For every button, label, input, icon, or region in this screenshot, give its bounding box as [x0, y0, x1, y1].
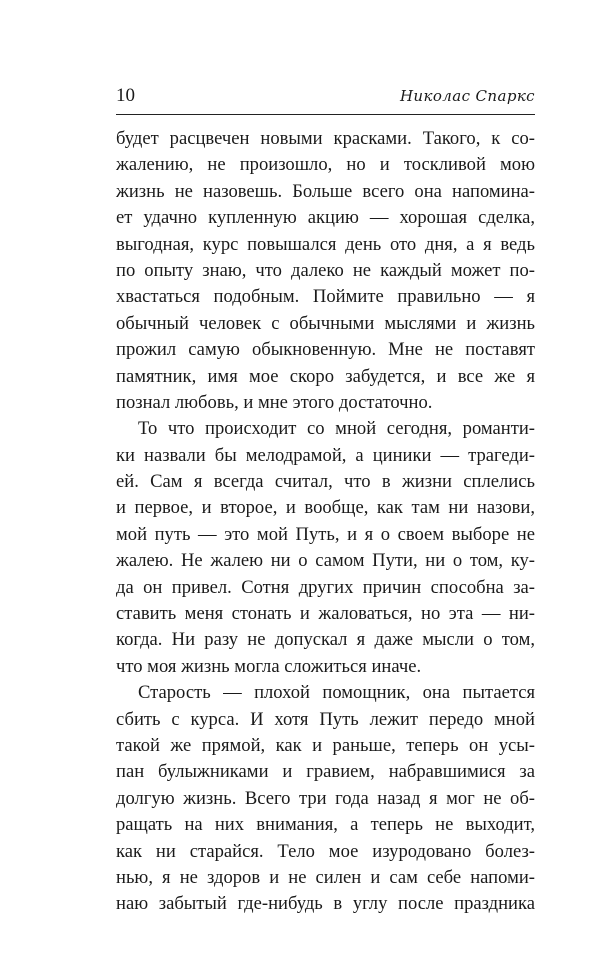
text-line: жалею. Не жалею ни о самом Пути, ни о том, ку- [116, 550, 535, 572]
text-line: наю забытый где-нибудь в углу после праздника [116, 893, 535, 915]
text-line: пан булыжниками и гравием, набравшимися за [116, 761, 535, 783]
text-line: жалению, не произошло, но и тоскливой мою [116, 154, 535, 176]
text-line: когда. Ни разу не допускал я даже мысли о том, [116, 629, 535, 651]
paragraph-first-line: То что происходит со мной сегодня, романти- [138, 418, 535, 440]
text-line: ращать на них внимания, а теперь не выходит, [116, 814, 535, 836]
text-line: будет расцвечен новыми красками. Такого, к со- [116, 128, 535, 149]
text-line: познал любовь, и мне этого достаточно. [116, 391, 433, 413]
text-line: такой же прямой, как и раньше, теперь он усы- [116, 734, 535, 756]
text-line: ет удачно купленную акцию — хорошая сделка, [116, 207, 535, 229]
text-line: выгодная, курс повышался день ото дня, а я ведь [116, 233, 535, 255]
text-line: что моя жизнь могла сложиться иначе. [116, 655, 422, 677]
text-line: ей. Сам я всегда считал, что в жизни сплелись [116, 471, 535, 493]
text-line: прожил самую обыкновенную. Мне не поставят [116, 339, 535, 361]
text-line: как ни старайся. Тело мое изуродовано болез- [116, 840, 535, 862]
text-line: и первое, и второе, и вообще, как там ни назови, [116, 497, 535, 519]
text-line: долгую жизнь. Всего три года назад я мог не об- [116, 787, 535, 809]
text-line: памятник, имя мое скоро забудется, и все же я [116, 365, 535, 387]
text-line: обычный человек с обычными мыслями и жизнь [116, 312, 535, 334]
text-line: ки назвали бы мелодрамой, а циники — трагеди- [116, 444, 535, 466]
text-line: ставить меня стонать и жаловаться, но эта — ни- [116, 603, 535, 625]
body-text [116, 126, 535, 918]
text-line: мой путь — это мой Путь, и я о своем выборе не [116, 523, 535, 545]
text-line: по опыту знаю, что далеко не каждый может по- [116, 259, 535, 281]
running-head-author: Николас Спаркс [399, 87, 535, 105]
page-number: 10 [116, 85, 135, 106]
text-line: хвастаться подобным. Поймите правильно — я [116, 286, 535, 308]
header-divider [116, 114, 535, 115]
page-header [116, 84, 535, 108]
text-line: да он привел. Сотня других причин способна за- [116, 576, 535, 598]
text-line: сбить с курса. И хотя Путь лежит передо мной [116, 708, 535, 730]
text-line: жизнь не назовешь. Больше всего она напомина- [116, 180, 535, 202]
text-line: нью, я не здоров и не силен и сам себе напоми- [116, 866, 535, 888]
paragraph-first-line: Старость — плохой помощник, она пытается [138, 682, 535, 704]
